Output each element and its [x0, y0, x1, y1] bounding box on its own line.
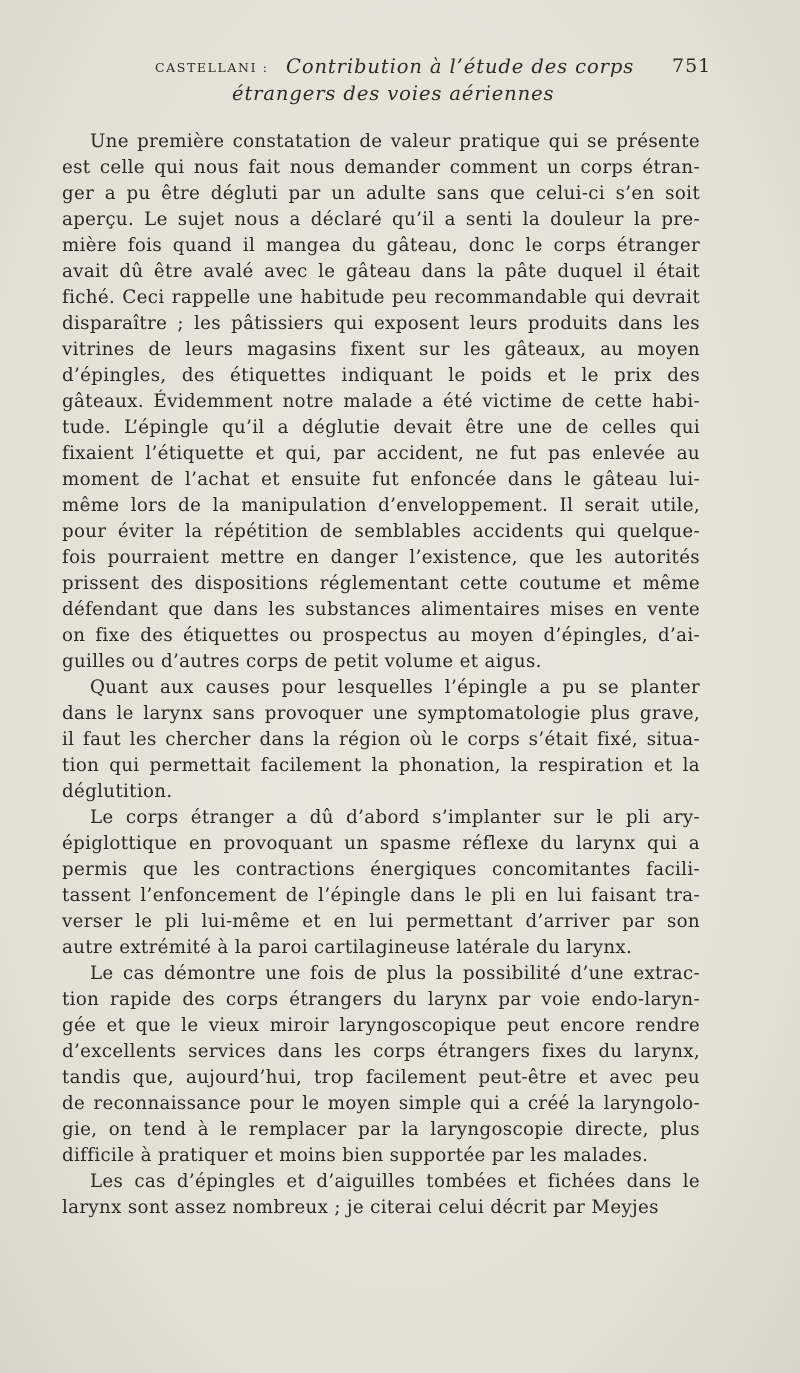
paragraph [62, 675, 700, 805]
text-line: disparaître ; les pâtissiers qui exposent leurs produits dans les [62, 313, 700, 334]
text-line: gée et que le vieux miroir laryngoscopique peut encore rendre [62, 1015, 700, 1036]
body-text [62, 129, 700, 1221]
paragraph [62, 129, 700, 675]
text-line: mière fois quand il mangea du gâteau, donc le corps étranger [62, 235, 700, 256]
header-title-line1: Contribution à l’étude des corps [286, 55, 635, 78]
text-line: tandis que, aujourd’hui, trop facilement peut-être et avec peu [62, 1067, 700, 1088]
text-line: on fixe des étiquettes ou prospectus au moyen d’épingles, d’ai- [62, 625, 700, 646]
header-author: CASTELLANI : [155, 60, 269, 75]
paragraph [62, 961, 700, 1169]
text-line: tassent l’enfoncement de l’épingle dans le pli en lui faisant tra- [62, 885, 700, 906]
text-line: dans le larynx sans provoquer une symptomatologie plus grave, [62, 703, 700, 724]
text-line: épiglottique en provoquant un spasme réflexe du larynx qui a [62, 833, 700, 854]
text-line: avait dû être avalé avec le gâteau dans la pâte duquel il était [62, 261, 700, 282]
text-line: Quant aux causes pour lesquelles l’épingle a pu se planter [90, 677, 700, 698]
text-line: défendant que dans les substances alimentaires mises en vente [62, 599, 700, 620]
text-line: prissent des dispositions réglementant cette coutume et même [62, 573, 700, 594]
text-line: gie, on tend à le remplacer par la laryngoscopie directe, plus [62, 1119, 700, 1140]
text-line: Le cas démontre une fois de plus la possibilité d’une extrac- [90, 963, 700, 984]
text-line: ger a pu être dégluti par un adulte sans que celui-ci s’en soit [62, 183, 700, 204]
text-line: moment de l’achat et ensuite fut enfoncée dans le gâteau lui- [62, 469, 700, 490]
text-line: d’épingles, des étiquettes indiquant le poids et le prix des [62, 365, 700, 386]
text-line: est celle qui nous fait nous demander comment un corps étran- [62, 157, 700, 178]
text-line: il faut les chercher dans la région où le corps s’était fixé, situa- [62, 729, 700, 750]
text-line: déglutition. [62, 781, 173, 802]
text-line: vitrines de leurs magasins fixent sur les gâteaux, au moyen [62, 339, 700, 360]
text-line: fiché. Ceci rappelle une habitude peu recommandable qui devrait [62, 287, 700, 308]
text-line: guilles ou d’autres corps de petit volume et aigus. [62, 651, 542, 672]
text-line: tude. L’épingle qu’il a déglutie devait être une de celles qui [62, 417, 700, 438]
text-line: d’excellents services dans les corps étrangers fixes du larynx, [62, 1041, 700, 1062]
text-line: tion qui permettait facilement la phonation, la respiration et la [62, 755, 700, 776]
running-header [0, 52, 800, 112]
text-line: difficile à pratiquer et moins bien supportée par les malades. [62, 1145, 649, 1166]
text-line: permis que les contractions énergiques concomitantes facili- [62, 859, 700, 880]
text-line: Le corps étranger a dû d’abord s’implanter sur le pli ary- [90, 807, 700, 828]
header-title-line2: étrangers des voies aériennes [232, 82, 555, 105]
paragraph [62, 1169, 700, 1221]
text-line: tion rapide des corps étrangers du larynx par voie endo-laryn- [62, 989, 700, 1010]
page-number: 751 [672, 55, 712, 77]
text-line: Les cas d’épingles et d’aiguilles tombées et fichées dans le [90, 1171, 700, 1192]
text-line: même lors de la manipulation d’enveloppement. Il serait utile, [62, 495, 700, 516]
paragraph [62, 805, 700, 961]
text-line: Une première constatation de valeur pratique qui se présente [90, 131, 700, 152]
text-line: fixaient l’étiquette et qui, par accident, ne fut pas enlevée au [62, 443, 700, 464]
text-line: aperçu. Le sujet nous a déclaré qu’il a senti la douleur la pre- [62, 209, 700, 230]
text-line: de reconnaissance pour le moyen simple qui a créé la laryngolo- [62, 1093, 700, 1114]
text-line: larynx sont assez nombreux ; je citerai celui décrit par Meyjes [62, 1197, 659, 1218]
text-line: fois pourraient mettre en danger l’existence, que les autorités [62, 547, 700, 568]
text-line: pour éviter la répétition de semblables accidents qui quelque- [62, 521, 700, 542]
text-line: verser le pli lui-même et en lui permettant d’arriver par son [62, 911, 700, 932]
text-line: autre extrémité à la paroi cartilagineuse latérale du larynx. [62, 937, 633, 958]
text-line: gâteaux. Évidemment notre malade a été victime de cette habi- [62, 391, 700, 412]
